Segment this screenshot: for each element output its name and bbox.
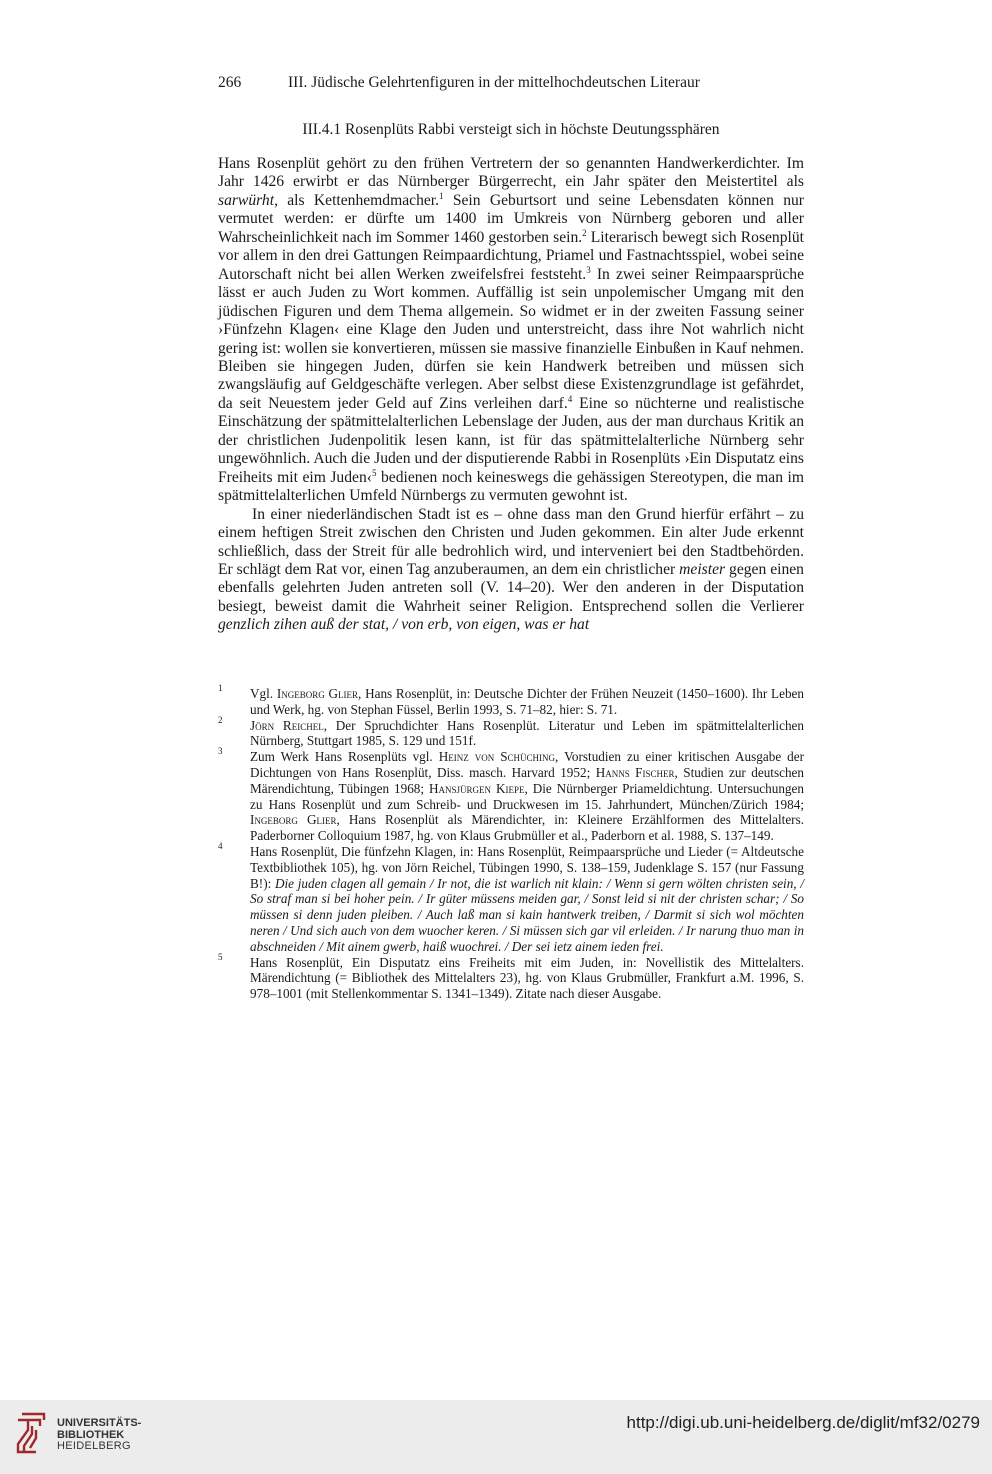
digitization-footer [0, 1400, 992, 1474]
running-title: III. Jüdische Gelehrtenfiguren in der mittelhochdeutschen Literaur [288, 74, 700, 91]
footnote-2: 2 Jörn Reichel, Der Spruchdichter Hans Rosenplüt. Literatur und Leben im spätmittelalterlichen Nürnberg, Stuttgart 1985, S. 129 und 151f. [218, 714, 804, 749]
paragraph-1: Hans Rosenplüt gehört zu den frühen Vertretern der so genannten Handwerkerdichter. Im Jahr 1426 erwirbt er das Nürnberger Bürgerrecht, ein Jahr später den Meistertitel als sarwürht, als Kettenhemdmacher.$^1$ Sein Geburtsort und seine Lebensdaten können nur vermutet werden: er dürfte um 1400 im Umkreis von Nürnberg geboren und aller Wahrscheinlichkeit nach im Sommer 1460 gestorben sein.$^2$ Literarisch bewegt sich Rosenplüt vor allem in den drei Gattungen Reimpaardichtung, Priamel und Fastnachtsspiel, wobei seine Autorschaft nicht bei allen Werken zweifelsfrei feststeht.$^3$ In zwei seiner Reimpaarsprüche lässt er auch Juden zu Wort kommen. Auffällig ist sein unpolemischer Umgang mit den jüdischen Figuren und dem Thema allgemein. So widmet er in der zweiten Fassung seiner ›Fünfzehn Klagen‹ eine Klage den Juden und unterstreicht, dass ihre Not wahrlich nicht gering ist: wollen sie konvertieren, müssen sie massive finanzielle Einbußen in Kauf nehmen. Bleiben sie hingegen Juden, dürfen sie kein Handwerk betreiben und müssen sich zwangsläufig auf Geldgeschäfte verlegen. Aber selbst diese Existenzgrundlage ist gefährdet, da seit Neuestem jeder Geld auf Zins verleihen darf.$^4$ Eine so nüchterne und realistische Einschätzung der spätmittelalterlichen Lebenslage der Juden, aus der man durchaus Kritik an der christlichen Judenpolitik lesen kann, ist für das spätmittelalterliche Nürnberg sehr ungewöhnlich. Auch die Juden und der disputierende Rabbi in Rosenplüts ›Ein Disputatz eins Freiheits mit eim Juden‹$^5$ bedienen noch keineswegs die gehässigen Stereotypen, die man im spätmittelalterlichen Umfeld Nürnbergs zu vermuten gewohnt ist. [218, 155, 804, 505]
footnote-3: 3 Zum Werk Hans Rosenplüts vgl. Heinz von Schüching, Vorstudien zu einer kritischen Ausgabe der Dichtungen von Hans Rosenplüt, Diss. masch. Harvard 1952; Hanns Fischer, Studien zur deutschen Märendichtung, Tübingen 1968; Hansjürgen Kiepe, Die Nürnberger Priameldichtung. Untersuchungen zu Hans Rosenplüt und zum Schreib- und Druckwesen im 15. Jahrhundert, München/Zürich 1984; Ingeborg Glier, Hans Rosenplüt als Märendichter, in: Kleinere Erzählformen des Mittelalters. Paderborner Colloquium 1987, hg. von Klaus Grubmüller et al., Paderborn et al. 1988, S. 137–149. [218, 746, 805, 844]
footnotes [218, 683, 805, 1002]
footnote-5: 5 Hans Rosenplüt, Ein Disputatz eins Freiheits mit eim Juden, in: Novellistik des Mittelalters. Märendichtung (= Bibliothek des Mittelalters 23), hg. von Klaus Grubmüller, Frankfurt a.M. 1996, S. 978–1001 (mit Stellenkommentar S. 1341–1349). Zitate nach dieser Ausgabe. [218, 951, 804, 1002]
footnote-ref[interactable]: 4 [567, 393, 573, 404]
paragraph-2: In einer niederländischen Stadt ist es – ohne dass man den Grund hierfür erfährt – zu einem heftigen Streit zwischen den Christen und Juden gekommen. Ein alter Jude erkennt schließlich, dass der Streit für alle bedrohlich wird, und interveniert bei den Stadtbehörden. Er schlägt dem Rat vor, einen Tag anzuberaumen, an dem ein christlicher meister gegen einen ebenfalls gelehrten Juden antreten soll (V. 14–20). Wer den anderen in der Disputation besiegt, beweist damit die Wahrheit seiner Religion. Entsprechend sollen die Verlierer genzlich zihen auß der stat, / von erb, von eigen, was er hat [218, 505, 804, 634]
footnote-ref[interactable]: 1 [439, 190, 444, 201]
footnote-number: 4 [218, 840, 223, 851]
footnote-number: 5 [218, 951, 223, 962]
footnote-ref[interactable]: 2 [582, 227, 587, 238]
footnote-ref[interactable]: 3 [586, 264, 591, 275]
footnote-number: 3 [218, 746, 223, 757]
footnote-number: 2 [218, 714, 223, 725]
page-number: 266 [218, 74, 242, 91]
library-logo-icon[interactable] [10, 1410, 52, 1456]
permalink-url[interactable]: http://digi.ub.uni-heidelberg.de/diglit/mf32/0279 [626, 1413, 980, 1432]
footnote-number: 1 [218, 683, 223, 693]
institution-name: UNIVERSITÄTS- BIBLIOTHEK HEIDELBERG [57, 1417, 142, 1452]
footnote-4: 4 Hans Rosenplüt, Die fünfzehn Klagen, in: Hans Rosenplüt, Reimpaarsprüche und Lieder (= Altdeutsche Textbibliothek 105), hg. von Jörn Reichel, Tübingen 1990, S. 138–159, Judenklage S. 157 (nur Fassung B!): Die juden clagen all gemain / Ir not, die ist warlich nit klain: / Wenn si gern wölten christen sein, / So straf man si bei hoher pein. / Ir güter müssens meiden gar, / Sonst leid si nit der christen schar; / So müssen si denn juden pleiben. / Auch laß man si kain hantwerk treiben, / Darmit si sich wol möchten neren / Und sich auch von dem wuocher keren. / Si müssen sich gar vil erleiden. / Ir narung thuo man in abschneiden / Mit ainem gwerb, haiß wuochrei. / Der sei ietz ainem ieden frei. [218, 840, 805, 954]
section-title: III.4.1 Rosenplüts Rabbi versteigt sich in höchste Deutungssphären [302, 121, 720, 138]
body-text [218, 155, 804, 635]
footnote-ref[interactable]: 5 [371, 467, 377, 478]
footnote-1: 1 Vgl. Ingeborg Glier, Hans Rosenplüt, in: Deutsche Dichter der Frühen Neuzeit (1450–1600). Ihr Leben und Werk, hg. von Stephan Füssel, Berlin 1993, S. 71–82, hier: S. 71. [218, 683, 804, 717]
